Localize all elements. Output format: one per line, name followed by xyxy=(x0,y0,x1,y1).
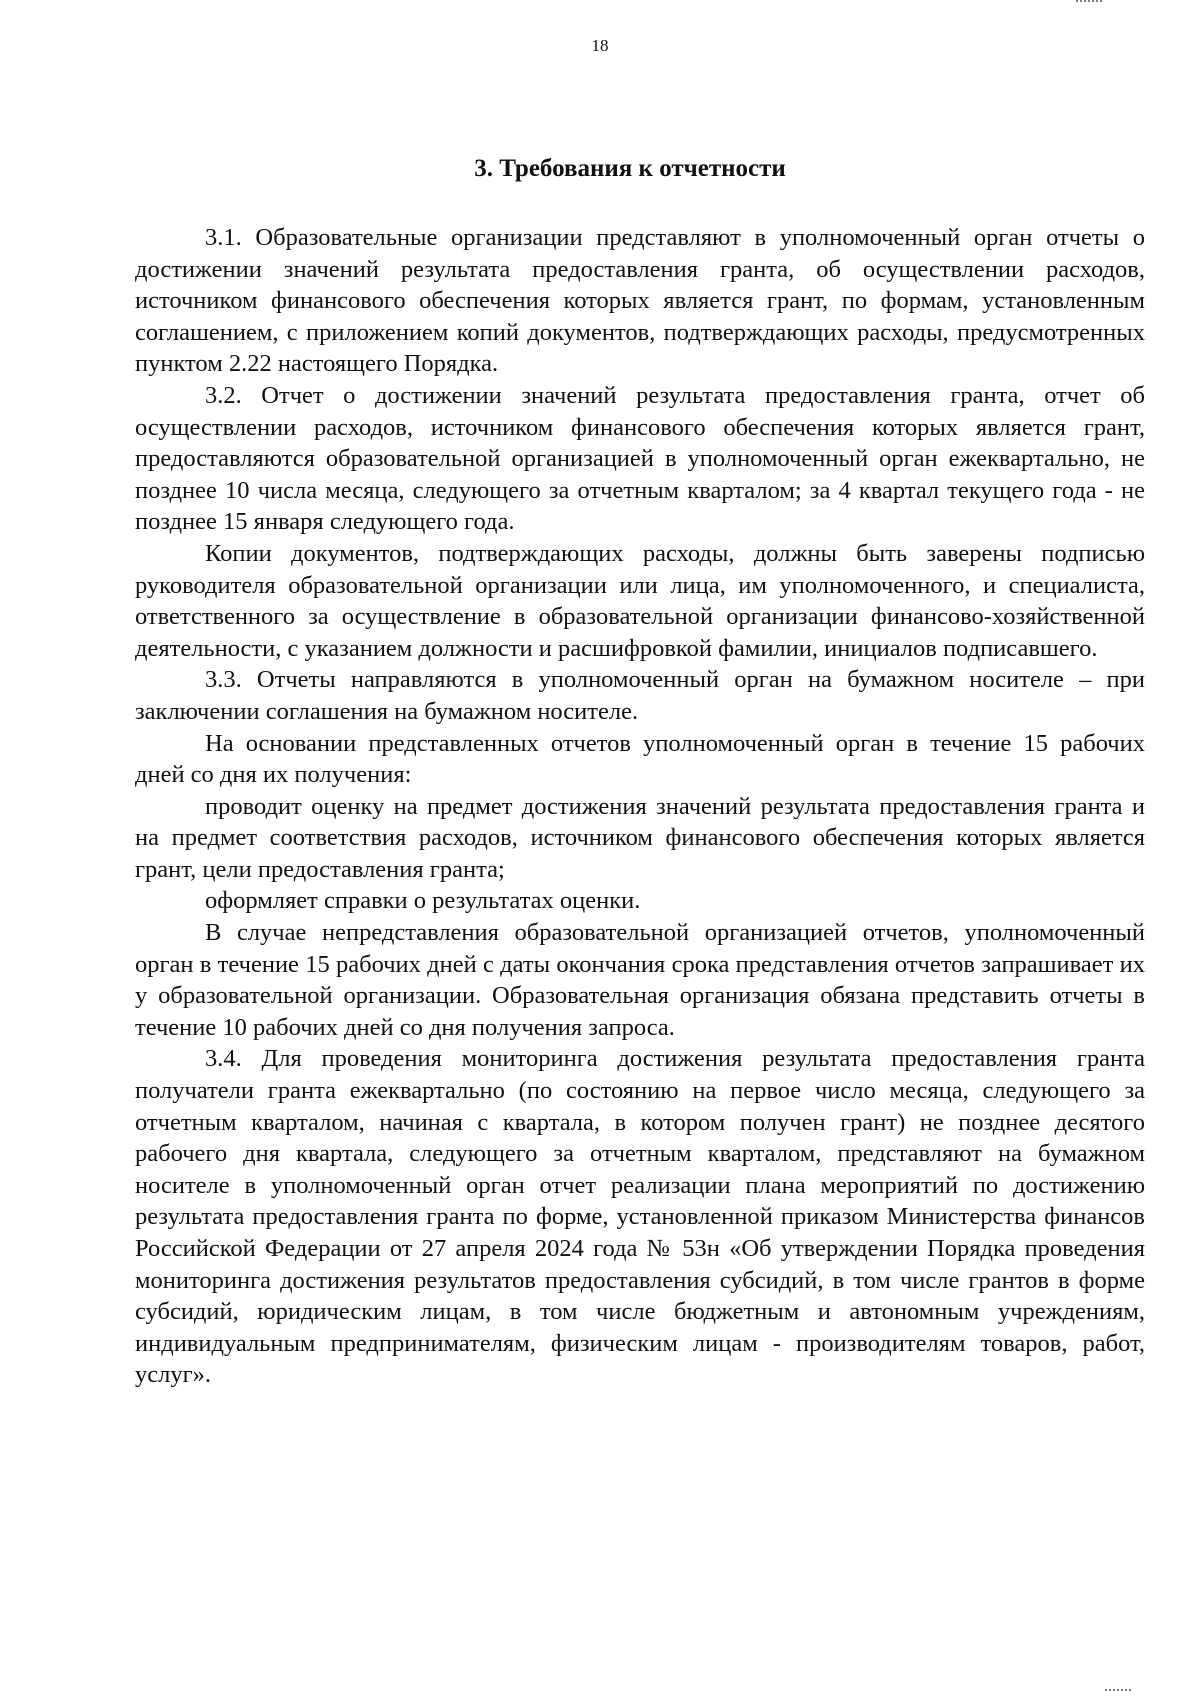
paragraph-document-copies: Копии документов, подтверждающих расходы, должны быть заверены подписью руководителя образовательной организации или лица, им уполномоченного, и специалиста, ответственного за осуществление в образовательной организации финансово-хозяйственной деятельности, с указанием должности и расшифровкой фамилии, инициалов подписавшего. xyxy=(135,539,1145,662)
paragraph-3-2: 3.2. Отчет о достижении значений результата предоставления гранта, отчет об осуществлении расходов, источником финансового обеспечения которых является грант, предоставляются образовательной организацией в уполномоченный орган ежеквартально, не позднее 10 числа месяца, следующего за отчетным кварталом; за 4 квартал текущего года - не позднее 15 января следующего года. xyxy=(135,381,1145,536)
scan-mark-bottom-right xyxy=(1105,1689,1131,1691)
paragraph-review-basis: На основании представленных отчетов уполномоченный орган в течение 15 рабочих дней со дня их получения: xyxy=(135,729,1145,789)
page-number: 18 xyxy=(591,36,609,55)
paragraph-certificates: оформляет справки о результатах оценки. xyxy=(205,887,641,915)
paragraph-assessment: проводит оценку на предмет достижения значений результата предоставления гранта и на предмет соответствия расходов, источником финансового обеспечения которых является грант, цели предоставления гранта; xyxy=(135,792,1145,883)
paragraph-3-4: 3.4. Для проведения мониторинга достижения результата предоставления гранта получатели гранта ежеквартально (по состоянию на первое число месяца, следующего за отчетным кварталом, начиная с квартала, в котором получен грант) не позднее десятого рабочего дня квартала, следующего за отчетным кварталом, представляют на бумажном носителе в уполномоченный орган отчет реализации плана мероприятий по достижению результата предоставления гранта по форме, установленной приказом Министерства финансов Российской Федерации от 27 апреля 2024 года № 53н «Об утверждении Порядка проведения мониторинга достижения результатов предоставления субсидий, в том числе грантов в форме субсидий, юридическим лицам, в том числе бюджетным и автономным учреждениям, индивидуальным предпринимателям, физическим лицам - производителям товаров, работ, услуг». xyxy=(135,1045,1145,1389)
scan-mark-top-right xyxy=(1076,0,1102,2)
paragraph-non-submission: В случае непредставления образовательной организацией отчетов, уполномоченный орган в течение 15 рабочих дней с даты окончания срока представления отчетов запрашивает их у образовательной организации. Образовательная организация обязана представить отчеты в течение 10 рабочих дней со дня получения запроса. xyxy=(135,919,1145,1041)
paragraph-3-1: 3.1. Образовательные организации представляют в уполномоченный орган отчеты о достижении значений результата предоставления гранта, об осуществлении расходов, источником финансового обеспечения которых является грант, по формам, установленным соглашением, с приложением копий документов, подтверждающих расходы, предусмотренных пунктом 2.22 настоящего Порядка. xyxy=(135,224,1145,378)
document-body xyxy=(135,222,1145,1391)
paragraph-3-3: 3.3. Отчеты направляются в уполномоченный орган на бумажном носителе – при заключении соглашения на бумажном носителе. xyxy=(135,666,1145,725)
section-title: 3. Требования к отчетности xyxy=(474,155,786,182)
